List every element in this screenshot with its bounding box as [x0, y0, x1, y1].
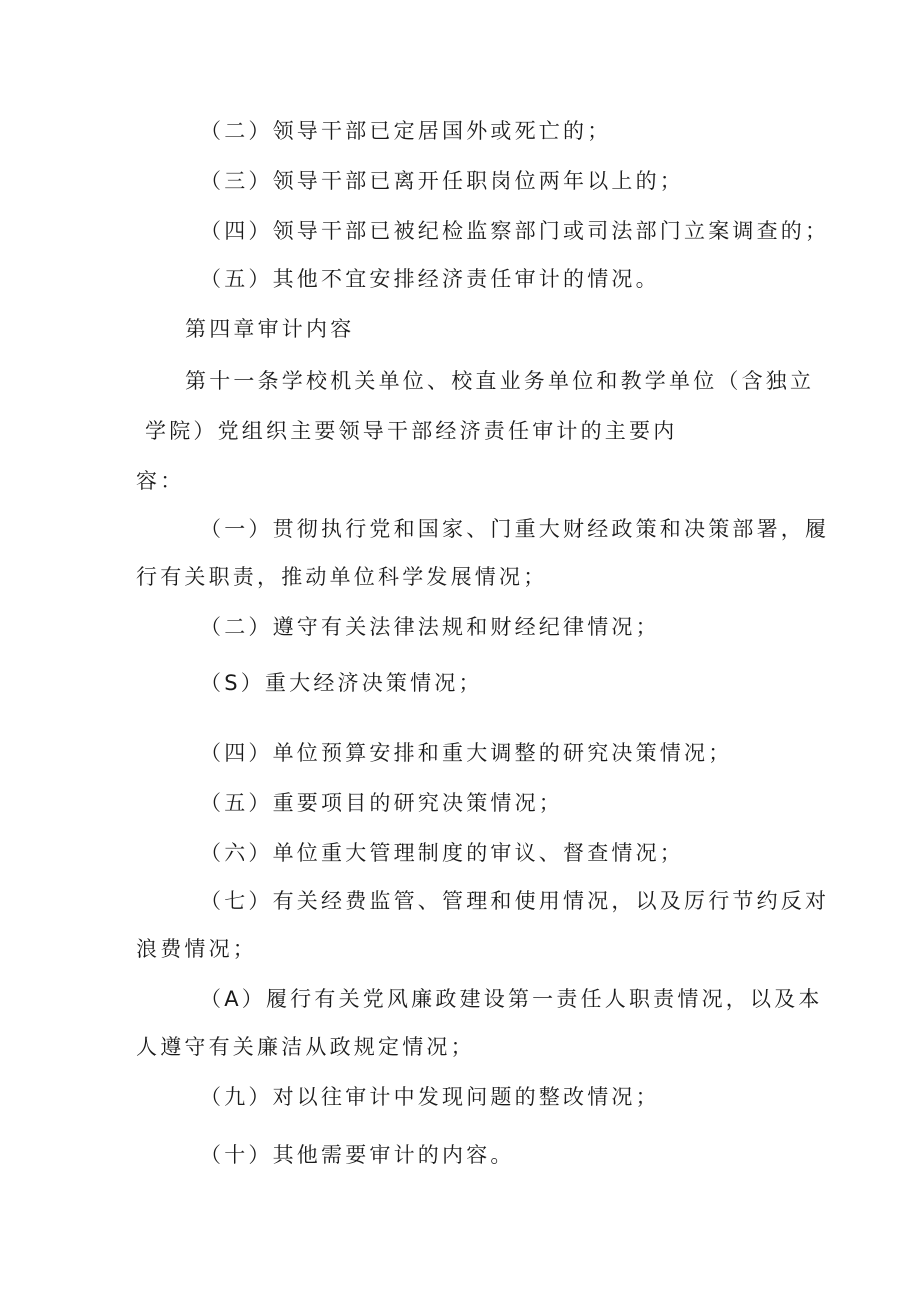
article-11-line-1: 第十一条学校机关单位、校直业务单位和教学单位（含独立 — [185, 369, 815, 393]
content-item-2: （二）遵守有关法律法规和财经纪律情况； — [200, 615, 660, 639]
content-item-10: （十）其他需要审计的内容。 — [200, 1143, 515, 1167]
chapter-4-heading: 第四章审计内容 — [185, 317, 355, 341]
content-item-1-line-2: 行有关职责，推动单位科学发展情况； — [136, 565, 548, 589]
content-item-5: （五）重要项目的研究决策情况； — [200, 791, 563, 815]
content-item-1-line-1: （一）贯彻执行党和国家、门重大财经政策和决策部署，履 — [200, 517, 830, 541]
content-item-8-line-2: 人遵守有关廉洁从政规定情况； — [136, 1035, 475, 1059]
item-5-other-unsuitable: （五）其他不宜安排经济责任审计的情况。 — [200, 267, 660, 291]
article-11-line-2: 学院）党组织主要领导干部经济责任审计的主要内 — [145, 419, 678, 443]
content-item-6: （六）单位重大管理制度的审议、督查情况； — [200, 841, 684, 865]
content-item-7-line-1: （七）有关经费监管、管理和使用情况，以及厉行节约反对 — [200, 889, 830, 913]
content-item-7-line-2: 浪费情况； — [136, 937, 257, 961]
item-4-under-investigation: （四）领导干部已被纪检监察部门或司法部门立案调查的； — [200, 219, 830, 243]
item-2-abroad-or-deceased: （二）领导干部已定居国外或死亡的； — [200, 119, 612, 143]
content-item-4: （四）单位预算安排和重大调整的研究决策情况； — [200, 741, 733, 765]
content-item-9: （九）对以往审计中发现问题的整改情况； — [200, 1085, 660, 1109]
content-item-8-line-1: （A）履行有关党风廉政建设第一责任人职责情况，以及本 — [200, 987, 823, 1011]
article-11-line-3: 容： — [136, 469, 185, 493]
item-3-left-post: （三）领导干部已离开任职岗位两年以上的； — [200, 169, 684, 193]
content-item-3: （S）重大经济决策情况； — [200, 671, 483, 695]
